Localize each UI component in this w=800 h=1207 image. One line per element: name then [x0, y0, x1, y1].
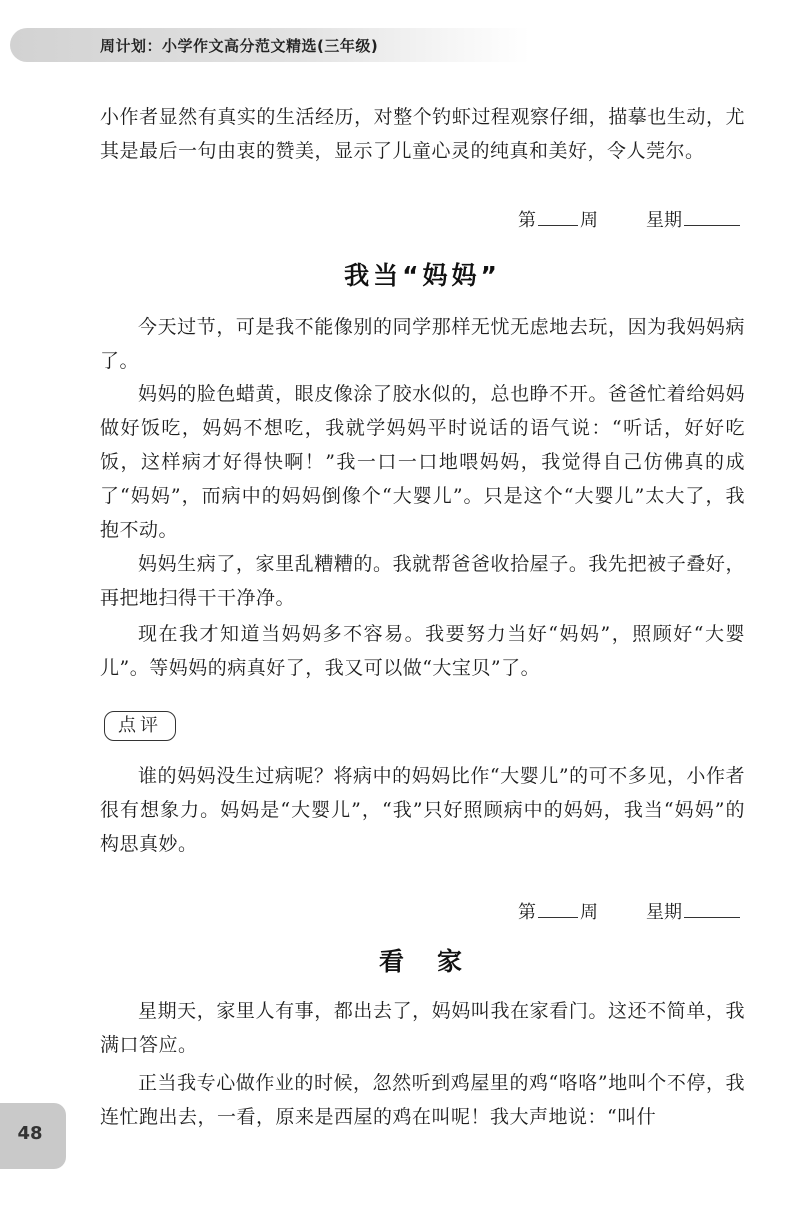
- previous-comment-text: 小作者显然有真实的生活经历，对整个钓虾过程观察仔细，描摹也生动，尤其是最后一句由衷的赞美，显示了儿童心灵的纯真和美好，令人莞尔。: [100, 106, 745, 162]
- weekday-blank: [684, 224, 740, 226]
- essay2-paragraph-2: 正当我专心做作业的时候，忽然听到鸡屋里的鸡“咯咯”地叫个不停，我连忙跑出去，一看，原来是西屋的鸡在叫呢！我大声地说：“叫什: [100, 1072, 745, 1128]
- week-blank: [538, 916, 578, 918]
- week-label-zhou: 周: [580, 210, 598, 231]
- weekday-label-xingqi: 星期: [646, 902, 682, 923]
- week-blank: [538, 224, 578, 226]
- week-label-di: 第: [518, 210, 536, 231]
- essay-title-wo-dang-mama: 我当“妈妈”: [344, 261, 501, 290]
- week-day-line-2: [518, 898, 742, 924]
- essay1-paragraph-4: 现在我才知道当妈妈多不容易。我要努力当好“妈妈”，照顾好“大婴儿”。等妈妈的病真好了，我又可以做“大宝贝”了。: [100, 623, 745, 679]
- week-label-di: 第: [518, 902, 536, 923]
- essay1-paragraph-1: 今天过节，可是我不能像别的同学那样无忧无虑地去玩，因为我妈妈病了。: [100, 316, 745, 372]
- page-number: 48: [17, 1123, 43, 1144]
- weekday-label-xingqi: 星期: [646, 210, 682, 231]
- week-day-line-1: [518, 206, 742, 232]
- weekday-blank: [684, 916, 740, 918]
- running-title: 周计划：小学作文高分范文精选(三年级): [100, 37, 379, 55]
- essay-title-kan-jia: 看 家: [378, 947, 466, 976]
- essay2-paragraph-1: 星期天，家里人有事，都出去了，妈妈叫我在家看门。这还不简单，我满口答应。: [100, 1000, 745, 1056]
- essay1-paragraph-2: 妈妈的脸色蜡黄，眼皮像涂了胶水似的，总也睁不开。爸爸忙着给妈妈做好饭吃，妈妈不想吃，我就学妈妈平时说话的语气说：“听话，好好吃饭，这样病才好得快啊！”我一口一口地喂妈妈，我觉得自己仿佛真的成了“妈妈”，而病中的妈妈倒像个“大婴儿”。只是这个“大婴儿”太大了，我抱不动。: [100, 383, 745, 541]
- essay1-paragraph-3: 妈妈生病了，家里乱糟糟的。我就帮爸爸收拾屋子。我先把被子叠好，再把地扫得干干净净。: [100, 553, 745, 609]
- week-label-zhou: 周: [580, 902, 598, 923]
- comment-badge: 点评: [104, 711, 176, 741]
- essay1-comment-text: 谁的妈妈没生过病呢？将病中的妈妈比作“大婴儿”的可不多见，小作者很有想象力。妈妈是“大婴儿”，“我”只好照顾病中的妈妈，我当“妈妈”的构思真妙。: [100, 765, 745, 855]
